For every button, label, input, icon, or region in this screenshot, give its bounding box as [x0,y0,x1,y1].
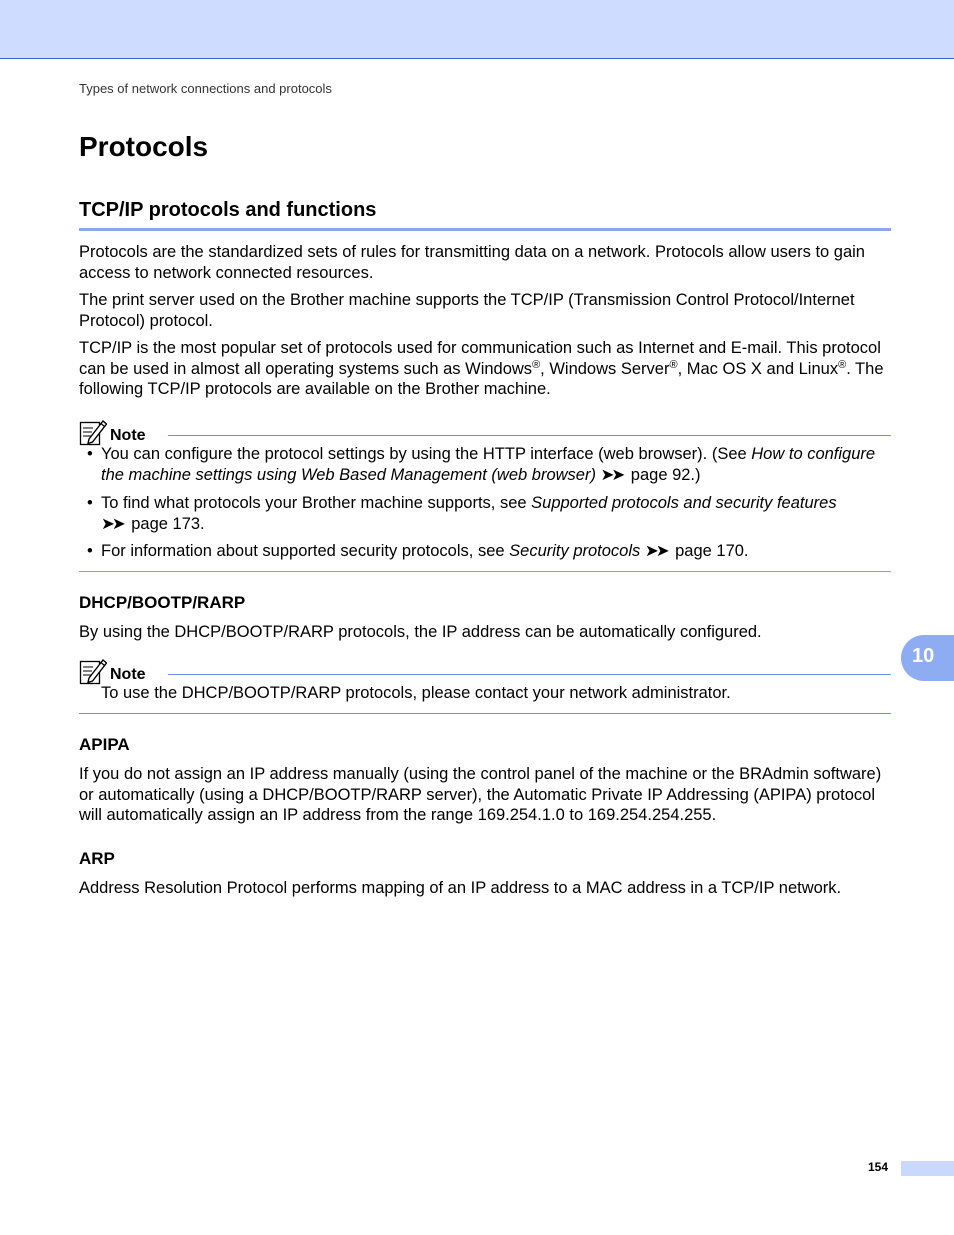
note-header [79,657,891,685]
note-pencil-icon [79,418,107,446]
footer-bar [901,1161,954,1176]
page-number: 154 [868,1160,889,1174]
arp-heading: ARP [79,849,115,868]
paragraph-print-server: The print server used on the Brother machine supports the TCP/IP (Transmission Control Protocol/Internet Protocol) protocol. [79,291,855,330]
page-title: Protocols [79,131,209,162]
chapter-tab [901,635,954,681]
note-rule [168,435,891,436]
note-end-rule [79,713,891,714]
cross-reference-link[interactable]: How to configure the machine settings using Web Based Management (web browser) [101,445,876,484]
note-pencil-icon [79,657,107,685]
cross-reference-link[interactable]: Security protocols [509,542,641,560]
dhcp-paragraph: By using the DHCP/BOOTP/RARP protocols, the IP address can be automatically configured. [79,623,762,641]
paragraph-protocols-intro: Protocols are the standardized sets of rules for transmitting data on a network. Protocols allow users to gain access to network connected resources. [79,243,865,282]
note-header [79,418,891,446]
note-bullet-item: • To find what protocols your Brother machine supports, see Supported protocols and security features ➤➤ page 173. [87,494,837,533]
double-arrow-icon: ➤➤ [644,542,667,560]
apipa-paragraph: If you do not assign an IP address manually (using the control panel of the machine or the BRAdmin software) or automatically (using a DHCP/BOOTP/RARP server), the Automatic Private IP Addressing (APIPA) protocol will automatically assign an IP address from the range 169.254.1.0 to 169.254.254.255. [79,765,882,824]
bullet-icon: • [87,494,93,512]
note-bullet-item: • You can configure the protocol settings by using the HTTP interface (web browser). (See How to configure the machine settings using Web Based Management (web browser) ➤➤ page 92.) [87,445,876,484]
paragraph-tcpip-os: TCP/IP is the most popular set of protocols used for communication such as Internet and E-mail. This protocol can be used in almost all operating systems such as Windows®, Windows Server®, Mac OS X and Linux®. The following TCP/IP protocols are available on the Brother machine. [79,339,884,398]
note-bullet-item: • For information about supported security protocols, see Security protocols ➤➤ page 170. [87,542,749,560]
chapter-number: 10 [912,645,935,667]
bullet-icon: • [87,445,93,463]
note-end-rule [79,571,891,572]
bullet-icon: • [87,542,93,560]
note-label: Note [110,427,146,444]
double-arrow-icon: ➤➤ [101,514,123,533]
dhcp-heading: DHCP/BOOTP/RARP [79,593,246,612]
note-rule [168,674,891,675]
double-arrow-icon: ➤➤ [600,465,623,484]
dhcp-note-text: To use the DHCP/BOOTP/RARP protocols, please contact your network administrator. [101,684,731,702]
header-band [0,0,954,59]
arp-paragraph: Address Resolution Protocol performs mapping of an IP address to a MAC address in a TCP/IP network. [79,879,842,897]
note-label: Note [110,666,146,683]
apipa-heading: APIPA [79,735,130,754]
cross-reference-link[interactable]: Supported protocols and security features [531,494,837,512]
section-heading: TCP/IP protocols and functions [79,199,891,231]
running-header: Types of network connections and protocols [79,81,332,96]
